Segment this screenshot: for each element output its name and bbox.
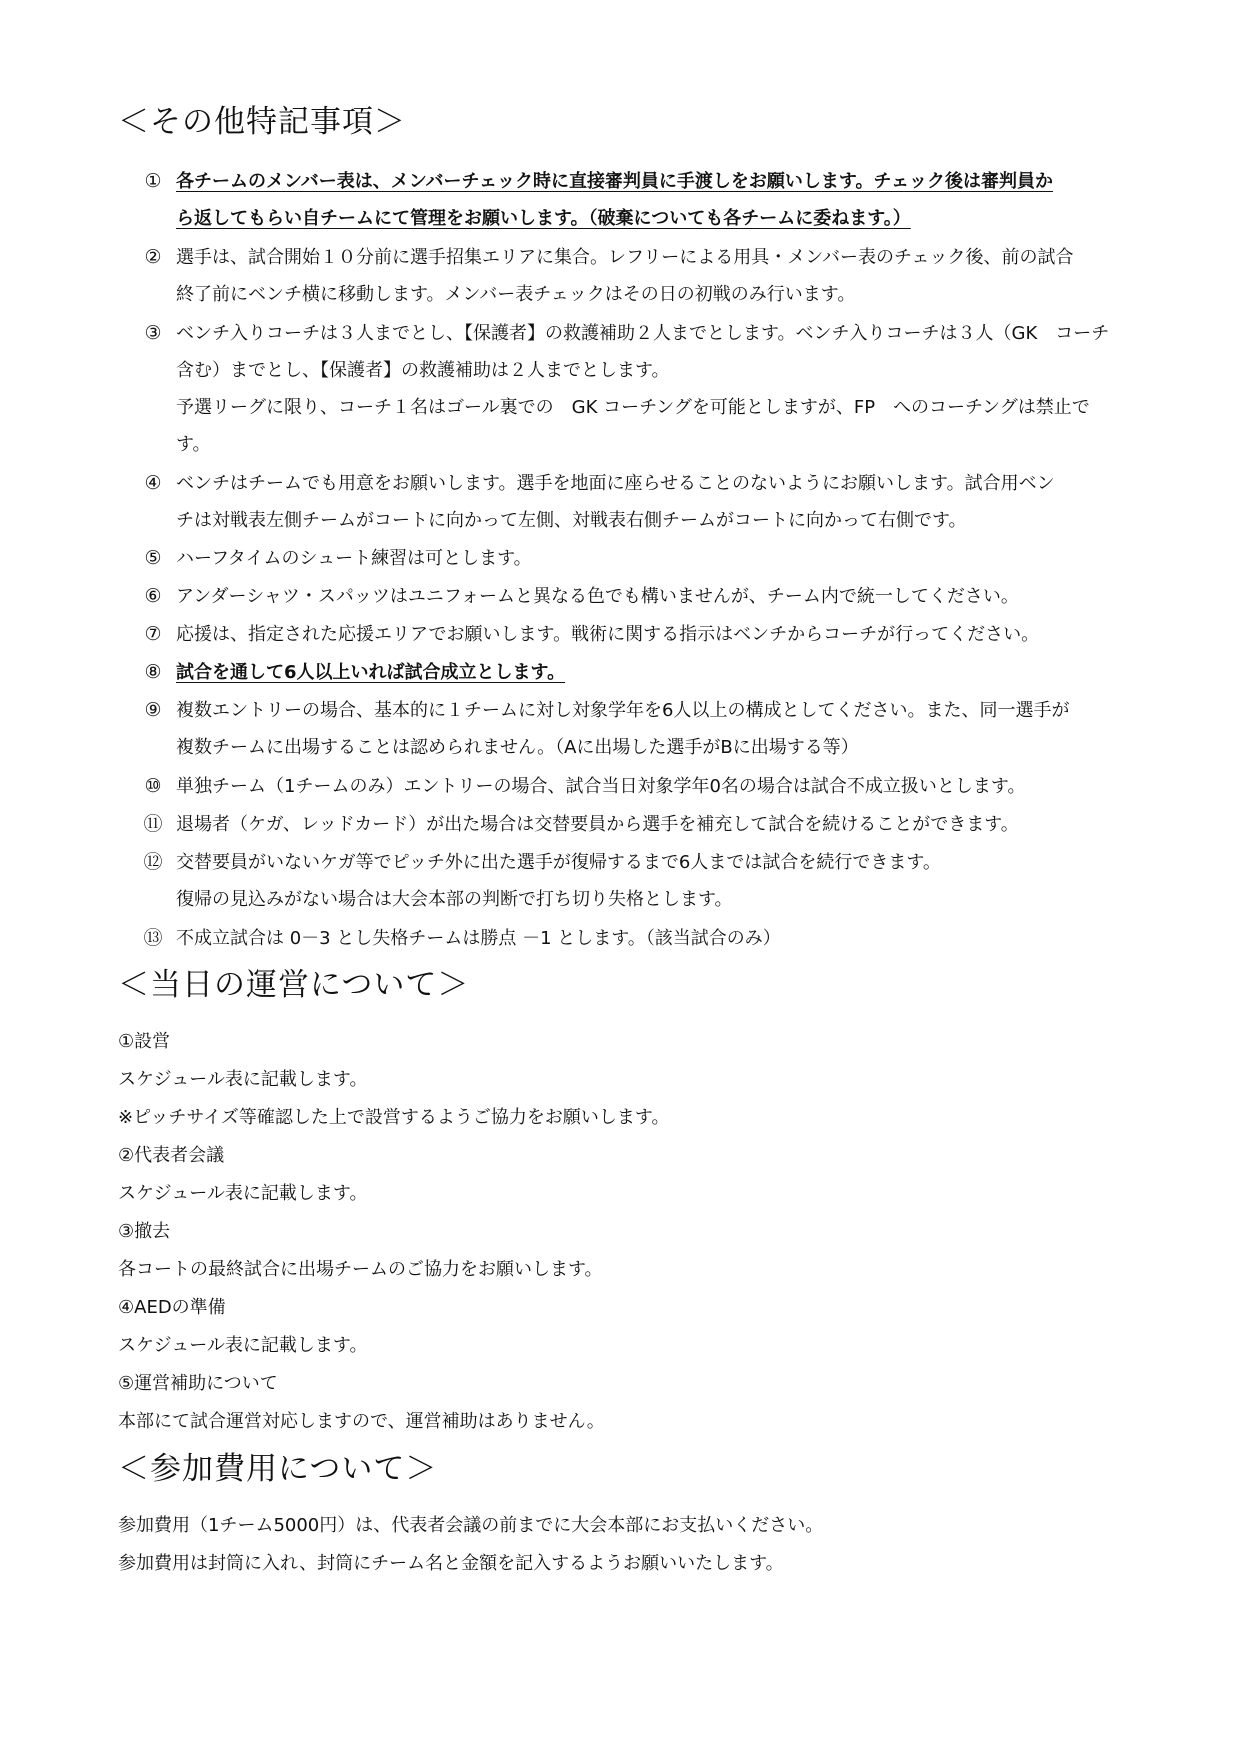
- operation-subheading: ④AEDの準備: [118, 1297, 226, 1318]
- operation-text: 各コートの最終試合に出場チームのご協力をお願いします。: [118, 1259, 603, 1280]
- operation-subheading: ③撤去: [118, 1221, 171, 1242]
- section-heading-fee: ＜参加費用について＞: [118, 1451, 438, 1487]
- fee-text: 参加費用は封筒に入れ、封筒にチーム名と金額を記入するようお願いいたします。: [118, 1553, 784, 1574]
- item-number: ⑤: [144, 547, 162, 569]
- item-number: ⑬: [143, 927, 163, 949]
- item-number: ②: [144, 246, 162, 268]
- operation-text: スケジュール表に記載します。: [118, 1335, 368, 1356]
- item-text-line: 複数エントリーの場合、基本的に１チームに対し対象学年を6人以上の構成としてください。また、同一選手が: [176, 700, 1070, 721]
- item-text-line: ハーフタイムのシュート練習は可とします。: [176, 548, 532, 569]
- item-text-line: 単独チーム（1チームのみ）エントリーの場合、試合当日対象学年0名の場合は試合不成立扱いとします。: [176, 776, 1026, 797]
- operation-subheading: ①設営: [118, 1031, 171, 1052]
- item-text-line: 試合を通して6人以上いれば試合成立とします。: [176, 662, 566, 683]
- item-text-line: す。: [176, 434, 211, 455]
- section-heading-other-notes: ＜その他特記事項＞: [118, 104, 406, 140]
- item-number: ⑦: [144, 623, 162, 645]
- fee-text: 参加費用（1チーム5000円）は、代表者会議の前までに大会本部にお支払いください。: [118, 1515, 824, 1536]
- item-number: ①: [144, 170, 162, 192]
- operation-text: スケジュール表に記載します。: [118, 1069, 368, 1090]
- item-text-line: 複数チームに出場することは認められません。（Aに出場した選手がBに出場する等）: [176, 737, 859, 758]
- item-text-line: 予選リーグに限り、コーチ１名はゴール裏での GK コーチングを可能としますが、FP へのコーチングは禁止で: [176, 397, 1090, 418]
- item-text-line: 各チームのメンバー表は、メンバーチェック時に直接審判員に手渡しをお願いします。チェック後は審判員か: [176, 171, 1053, 192]
- item-text-line: ベンチ入りコーチは３人までとし、【保護者】の救護補助２人までとします。ベンチ入りコーチは３人（GK コーチ: [176, 323, 1110, 344]
- item-number: ⑧: [144, 661, 162, 683]
- operation-subheading: ②代表者会議: [118, 1145, 225, 1166]
- item-text-line: ベンチはチームでも用意をお願いします。選手を地面に座らせることのないようにお願いします。試合用ベン: [176, 473, 1055, 494]
- operation-subheading: ⑤運営補助について: [118, 1373, 278, 1394]
- item-text-line: 含む）までとし、【保護者】の救護補助は２人までとします。: [176, 360, 670, 381]
- section-heading-operation: ＜当日の運営について＞: [118, 967, 470, 1003]
- item-number: ⑪: [143, 813, 163, 835]
- item-text-line: 終了前にベンチ横に移動します。メンバー表チェックはその日の初戦のみ行います。: [176, 284, 856, 305]
- item-text-line: 不成立試合は 0－3 とし失格チームは勝点 －1 とします。（該当試合のみ）: [176, 928, 781, 949]
- item-number: ④: [144, 472, 162, 494]
- item-text-line: 復帰の見込みがない場合は大会本部の判断で打ち切り失格とします。: [176, 889, 733, 910]
- item-number: ⑥: [144, 585, 162, 607]
- item-text-line: ら返してもらい自チームにて管理をお願いします。（破棄についても各チームに委ねます。）: [176, 208, 911, 229]
- item-text-line: アンダーシャツ・スパッツはユニフォームと異なる色でも構いませんが、チーム内で統一してください。: [176, 586, 1019, 607]
- operation-text: スケジュール表に記載します。: [118, 1183, 368, 1204]
- operation-text: 本部にて試合運営対応しますので、運営補助はありません。: [118, 1411, 605, 1432]
- item-number: ⑩: [144, 775, 162, 797]
- item-text-line: 交替要員がいないケガ等でピッチ外に出た選手が復帰するまで6人までは試合を続行できます。: [176, 852, 941, 873]
- item-text-line: 退場者（ケガ、レッドカード）が出た場合は交替要員から選手を補充して試合を続けることができます。: [176, 814, 1019, 835]
- item-text-line: チは対戦表左側チームがコートに向かって左側、対戦表右側チームがコートに向かって右側です。: [176, 510, 967, 531]
- item-number: ⑨: [144, 699, 162, 721]
- item-text-line: 選手は、試合開始１０分前に選手招集エリアに集合。レフリーによる用具・メンバー表のチェック後、前の試合: [176, 247, 1074, 268]
- item-number: ③: [144, 322, 162, 344]
- operation-text: ※ピッチサイズ等確認した上で設営するようご協力をお願いします。: [118, 1107, 670, 1128]
- item-number: ⑫: [143, 851, 163, 873]
- item-text-line: 応援は、指定された応援エリアでお願いします。戦術に関する指示はベンチからコーチが行ってください。: [176, 624, 1040, 645]
